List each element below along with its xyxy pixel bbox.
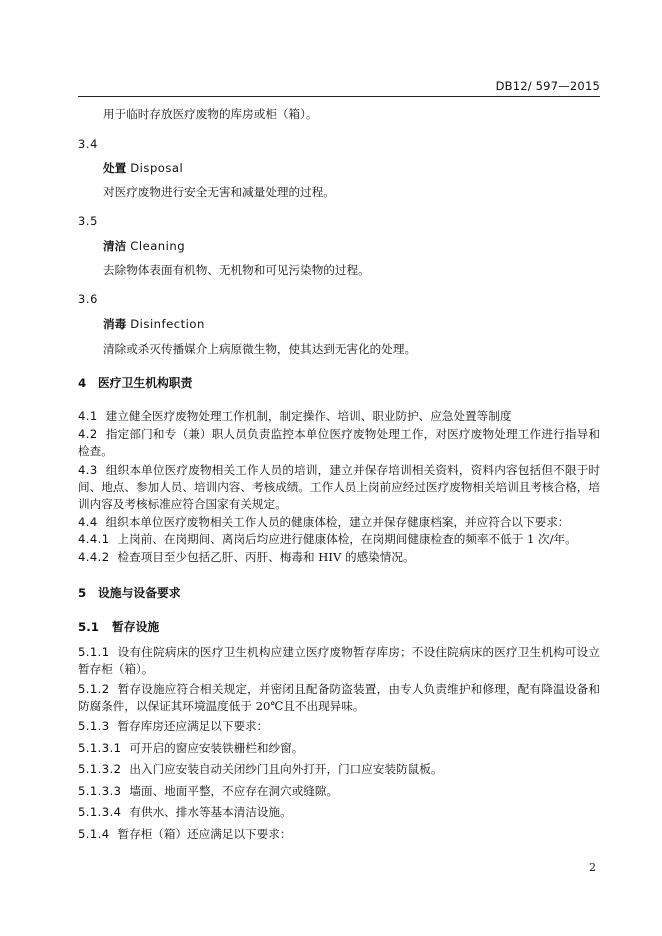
clause-text: 上岗前、在岗期间、离岗后均应进行健康体检，在岗期间健康检查的频率不低于 1 次/年。 (117, 532, 577, 546)
section-title: 医疗卫生机构职责 (98, 376, 193, 390)
page-number: 2 (589, 861, 596, 874)
clause-text: 组织本单位医疗废物相关工作人员的培训，建立并保存培训相关资料，资料内容包括但不限于时间、地点、参加人员、培训内容、考核成绩。工作人员上岗前应经过医疗废物相关培训且考核合格，培训内容及考核标准应符合国家有关规定。 (78, 463, 600, 511)
clause-text: 暂存柜（箱）还应满足以下要求： (117, 827, 292, 841)
clause-text: 出入门应安装自动关闭纱门且向外打开，门口应安装防鼠板。 (129, 762, 443, 776)
clause-number: 3.4 (78, 137, 98, 151)
clause-paragraph (78, 761, 600, 778)
term-heading (103, 160, 183, 177)
header-divider (78, 96, 600, 97)
subsection-heading (78, 618, 159, 635)
definition-text: 去除物体表面有机物、无机物和可见污染物的过程。 (103, 263, 370, 277)
clause-number: 4.3 (78, 463, 98, 477)
clause-text: 可开启的窗应安装铁栅栏和纱窗。 (129, 741, 304, 755)
clause-paragraph (78, 426, 600, 460)
clause-number: 5.1.1 (78, 645, 110, 659)
clause-number: 4.1 (78, 409, 98, 423)
clause-paragraph (78, 826, 600, 843)
clause-number: 5.1.3.3 (78, 784, 122, 798)
clause-number: 4.2 (78, 427, 98, 441)
document-code: DB12/ 597—2015 (495, 79, 600, 93)
clause-number: 4.4.1 (78, 532, 110, 546)
section-title: 设施与设备要求 (98, 586, 181, 600)
clause-number: 5.1.2 (78, 682, 110, 696)
clause-paragraph (78, 681, 600, 715)
clause-paragraph (78, 644, 600, 678)
clause-number: 5.1.3.2 (78, 762, 122, 776)
section-heading (78, 374, 192, 391)
clause-paragraph (78, 462, 600, 513)
clause-number: 5.1.4 (78, 827, 110, 841)
subsection-title: 暂存设施 (112, 620, 160, 634)
clause-paragraph (78, 531, 600, 548)
clause-paragraph (78, 514, 600, 531)
clause-number: 5.1.3.4 (78, 805, 122, 819)
term-en: Disinfection (130, 317, 205, 331)
clause-text: 暂存库房还应满足以下要求： (117, 719, 269, 733)
clause-text: 建立健全医疗废物处理工作机制，制定操作、培训、职业防护、应急处置等制度 (105, 409, 512, 423)
clause-number: 5.1.3.1 (78, 741, 122, 755)
clause-text: 暂存设施应符合相关规定，并密闭且配备防盗装置，由专人负责维护和修理，配有降温设备和防腐条件，以保证其环境温度低于 20℃且不出现异味。 (78, 682, 600, 713)
clause-number: 3.5 (78, 214, 98, 228)
section-number: 5 (78, 586, 87, 600)
clause-text: 组织本单位医疗废物相关工作人员的健康体检，建立并保存健康档案，并应符合以下要求： (105, 515, 570, 529)
definition-text: 对医疗废物进行安全无害和减量处理的过程。 (103, 185, 335, 199)
section-number: 4 (78, 376, 87, 390)
clause-number: 4.4.2 (78, 550, 110, 564)
clause-text: 有供水、排水等基本清洁设施。 (129, 805, 292, 819)
term-en: Disposal (130, 161, 184, 175)
definition-text: 清除或杀灭传播媒介上病原微生物，使其达到无害化的处理。 (103, 342, 417, 356)
clause-paragraph (78, 740, 600, 757)
clause-paragraph (78, 783, 600, 800)
clause-number: 3.6 (78, 292, 98, 306)
clause-text: 指定部门和专（兼）职人员负责监控本单位医疗废物处理工作，对医疗废物处理工作进行指导和检查。 (78, 427, 600, 458)
term-heading (103, 238, 185, 255)
clause-number: 5.1.3 (78, 719, 110, 733)
subsection-number: 5.1 (78, 620, 99, 634)
clause-paragraph (78, 549, 600, 566)
clause-number: 4.4 (78, 515, 98, 529)
clause-text: 设有住院病床的医疗卫生机构应建立医疗废物暂存库房；不设住院病床的医疗卫生机构可设立暂存柜（箱）。 (78, 645, 600, 676)
term-heading (103, 316, 205, 333)
term-cn: 处置 (103, 161, 127, 175)
section-heading (78, 584, 181, 601)
clause-paragraph (78, 408, 600, 425)
term-en: Cleaning (130, 239, 186, 253)
clause-paragraph (78, 804, 600, 821)
definition-text: 用于临时存放医疗废物的库房或柜（箱）。 (103, 107, 318, 121)
term-cn: 清洁 (103, 239, 127, 253)
clause-paragraph (78, 718, 600, 735)
clause-text: 墙面、地面平整，不应存在洞穴或缝隙。 (129, 784, 339, 798)
clause-text: 检查项目至少包括乙肝、丙肝、梅毒和 HIV 的感染情况。 (117, 550, 415, 564)
term-cn: 消毒 (103, 317, 127, 331)
